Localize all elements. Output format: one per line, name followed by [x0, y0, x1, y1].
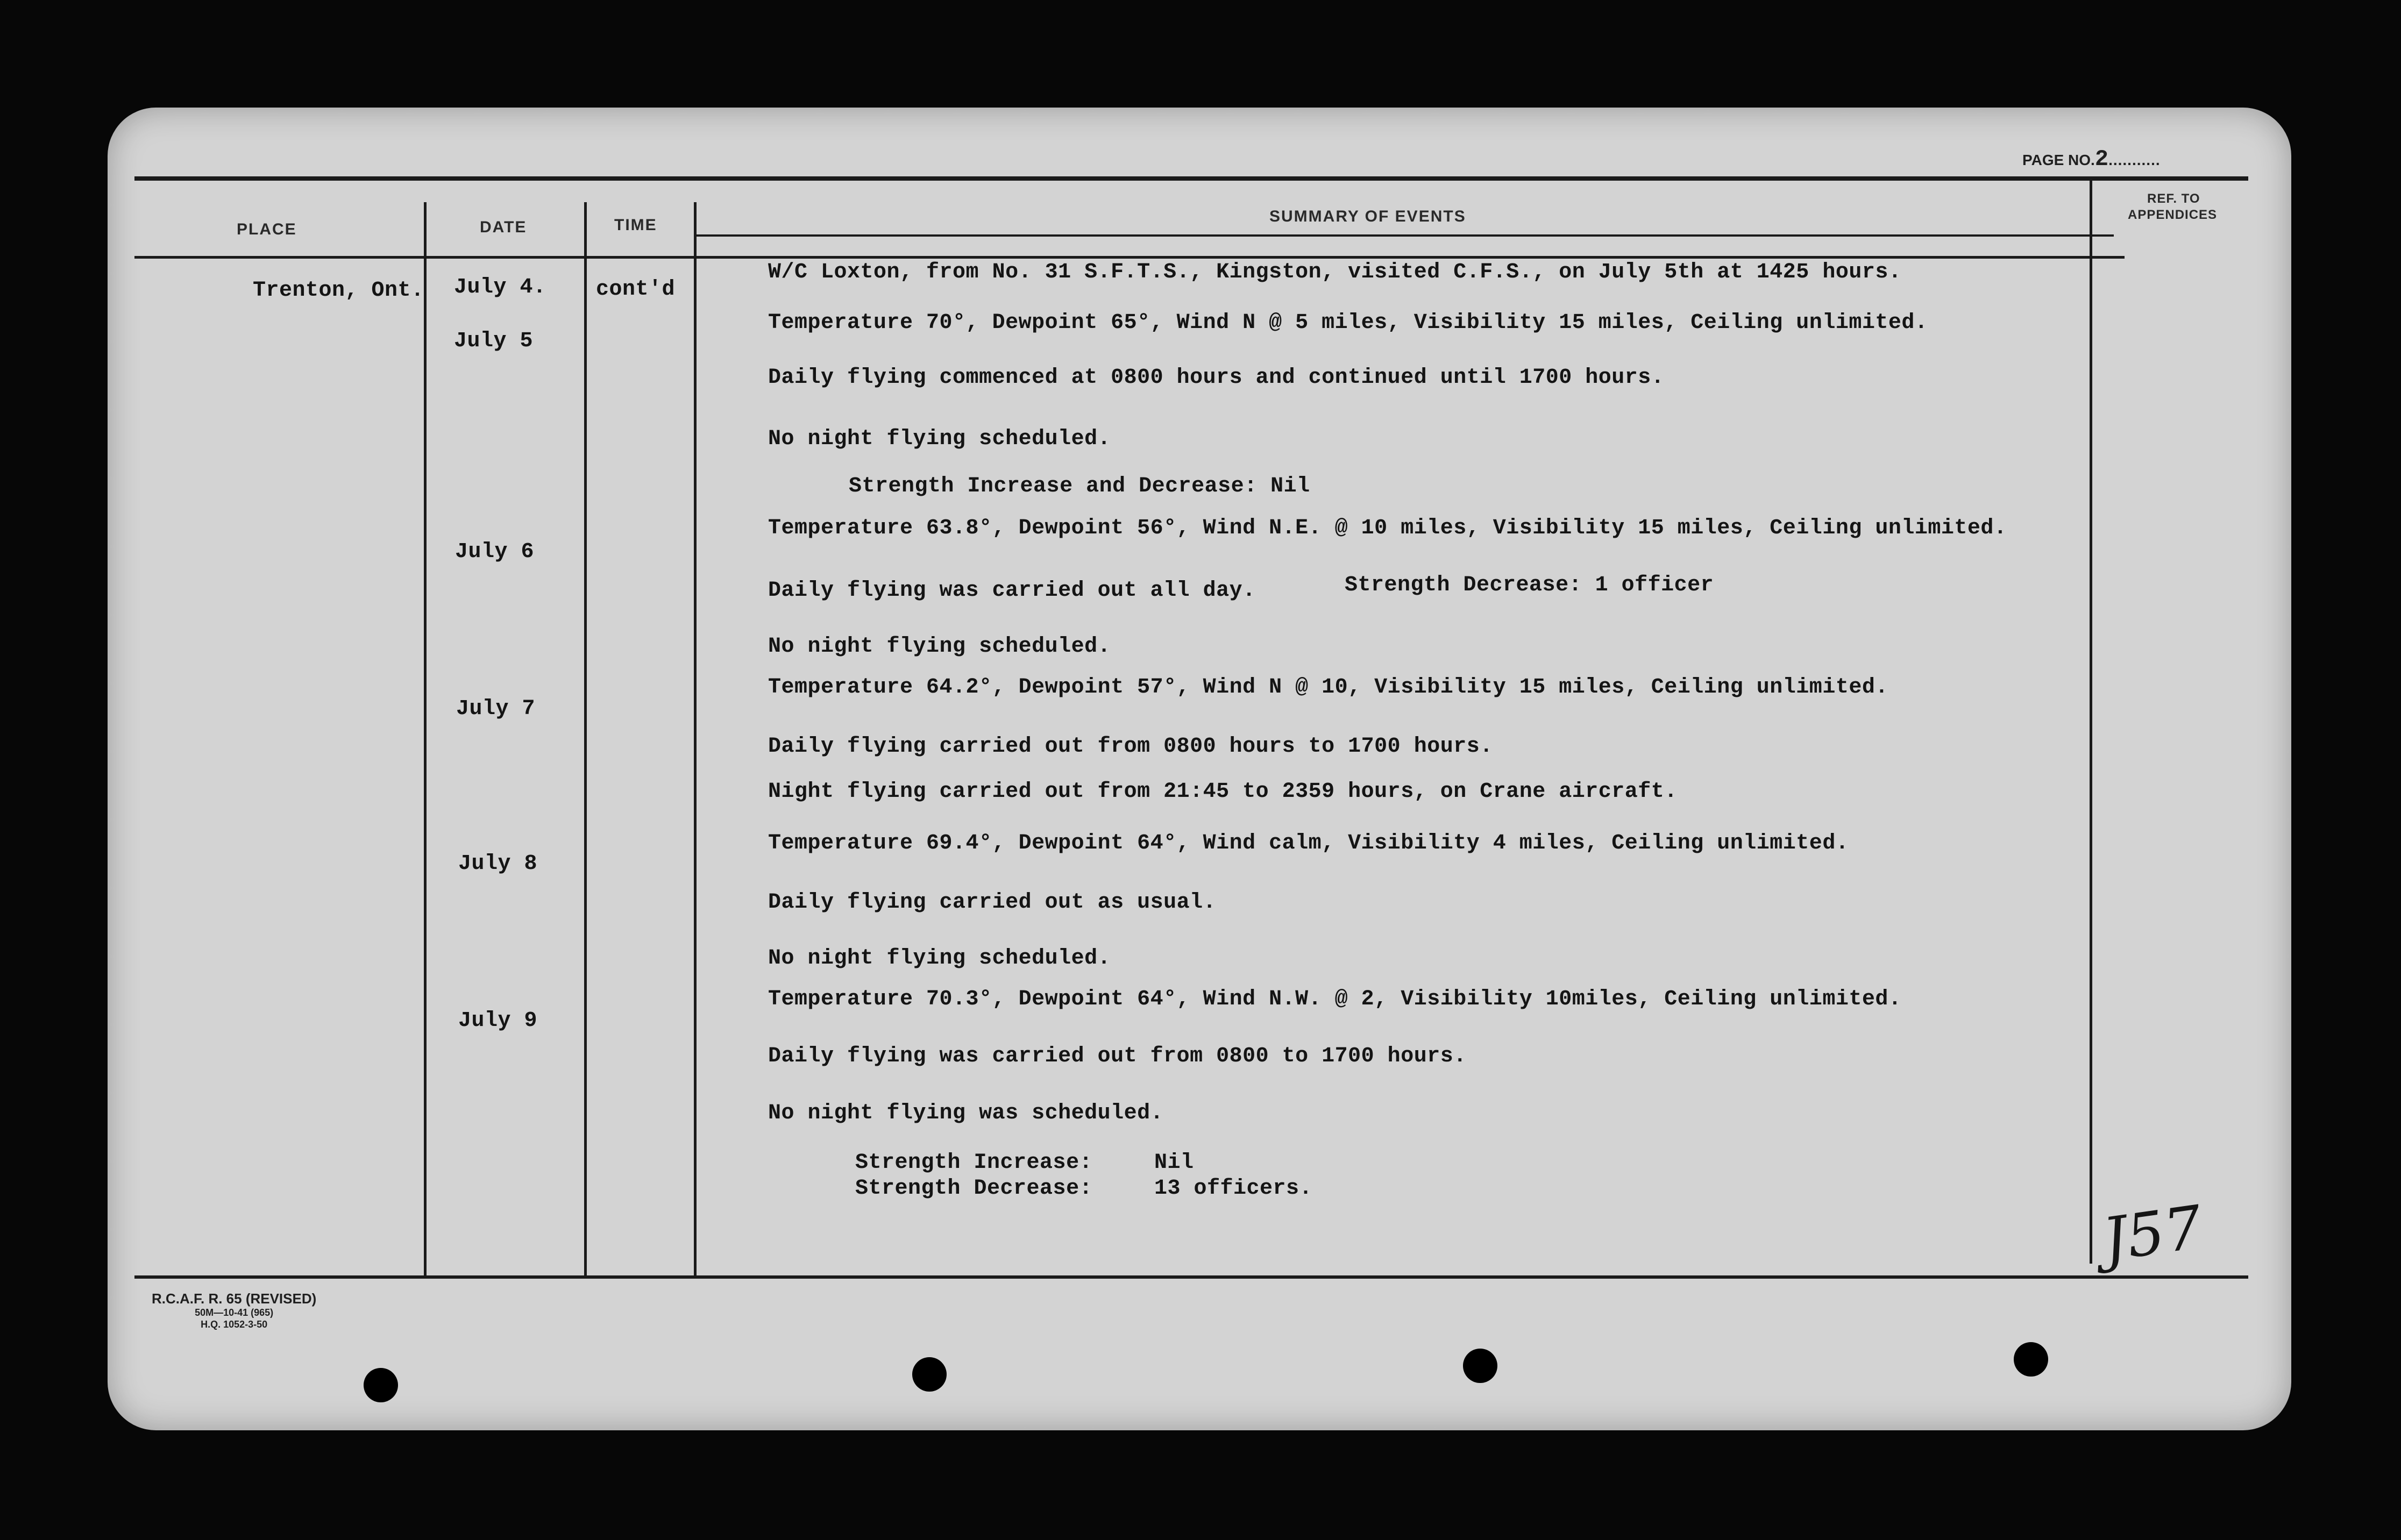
event-line: Daily flying carried out as usual. — [768, 890, 1217, 915]
summary-underline — [694, 234, 2114, 237]
page-number: PAGE NO.2........... — [2022, 146, 2161, 172]
punch-hole — [364, 1368, 398, 1402]
event-line: Temperature 70.3°, Dewpoint 64°, Wind N.W. @ 2, Visibility 10miles, Ceiling unlimited. — [768, 987, 1902, 1011]
event-line: No night flying was scheduled. — [768, 1101, 1164, 1125]
punch-hole — [912, 1357, 947, 1392]
date-cell: July 9 — [458, 1009, 538, 1033]
date-cell: July 8 — [458, 852, 538, 876]
header-bottom-rule — [134, 256, 2125, 259]
date-time-divider — [584, 202, 587, 1278]
place-cell: Trenton, Ont. — [253, 279, 424, 303]
event-line: Temperature 70°, Dewpoint 65°, Wind N @ 5 miles, Visibility 15 miles, Ceiling unlimited. — [768, 311, 1928, 335]
event-line: W/C Loxton, from No. 31 S.F.T.S., Kingston, visited C.F.S., on July 5th at 1425 hours. — [768, 260, 1902, 284]
strength-increase-value: Nil — [1154, 1151, 1194, 1175]
header-summary-of-events: SUMMARY OF EVENTS — [1269, 208, 1466, 225]
page-number-value: 2 — [2094, 146, 2109, 172]
bottom-rule — [134, 1275, 2248, 1279]
form-identifier — [152, 1291, 316, 1330]
top-rule — [134, 176, 2248, 181]
event-line: Daily flying was carried out all day. — [768, 579, 1256, 603]
header-place: PLACE — [237, 220, 297, 238]
event-line: Temperature 64.2°, Dewpoint 57°, Wind N @ 10, Visibility 15 miles, Ceiling unlimited. — [768, 675, 1888, 700]
event-line: Daily flying commenced at 0800 hours and continued until 1700 hours. — [768, 366, 1665, 390]
handwritten-signature: J57 — [2098, 1192, 2207, 1275]
time-summary-divider — [694, 202, 697, 1278]
form-id-line: H.Q. 1052-3-50 — [201, 1318, 268, 1330]
event-line: Night flying carried out from 21:45 to 2359 hours, on Crane aircraft. — [768, 780, 1678, 804]
date-cell: July 6 — [455, 540, 535, 564]
date-cell: July 4. — [454, 275, 546, 300]
form-id-line: 50M—10-41 (965) — [195, 1307, 274, 1318]
date-cell: July 5 — [454, 329, 534, 353]
place-date-divider — [424, 202, 427, 1278]
time-cell: cont'd — [596, 277, 676, 302]
header-ref-line2: APPENDICES — [2128, 208, 2218, 222]
header-ref-line1: REF. TO — [2147, 191, 2200, 206]
header-date: DATE — [480, 218, 527, 236]
header-time: TIME — [614, 216, 657, 234]
strength-decrease-label: Strength Decrease: — [855, 1177, 1093, 1201]
event-line: Daily flying carried out from 0800 hours to 1700 hours. — [768, 735, 1493, 759]
strength-decrease-value: 13 officers. — [1154, 1177, 1313, 1201]
form-id-line: R.C.A.F. R. 65 (REVISED) — [152, 1291, 317, 1307]
event-line: Temperature 63.8°, Dewpoint 56°, Wind N.E. @ 10 miles, Visibility 15 miles, Ceiling unlimited. — [768, 516, 2007, 540]
event-line: Daily flying was carried out from 0800 to 1700 hours. — [768, 1044, 1467, 1068]
event-line: Strength Increase and Decrease: Nil — [849, 474, 1310, 498]
date-cell: July 7 — [456, 697, 536, 721]
punch-hole — [2014, 1342, 2048, 1377]
event-line: No night flying scheduled. — [768, 946, 1111, 971]
event-line: No night flying scheduled. — [768, 634, 1111, 659]
strength-increase-label: Strength Increase: — [855, 1151, 1093, 1175]
strength-decrease-note: Strength Decrease: 1 officer — [1345, 573, 1714, 597]
document-sheet — [108, 108, 2291, 1430]
event-line: No night flying scheduled. — [768, 427, 1111, 451]
punch-hole — [1463, 1349, 1497, 1383]
event-line: Temperature 69.4°, Dewpoint 64°, Wind calm, Visibility 4 miles, Ceiling unlimited. — [768, 831, 1849, 855]
summary-ref-divider — [2090, 177, 2092, 1264]
page-number-label: PAGE NO. — [2022, 152, 2095, 168]
